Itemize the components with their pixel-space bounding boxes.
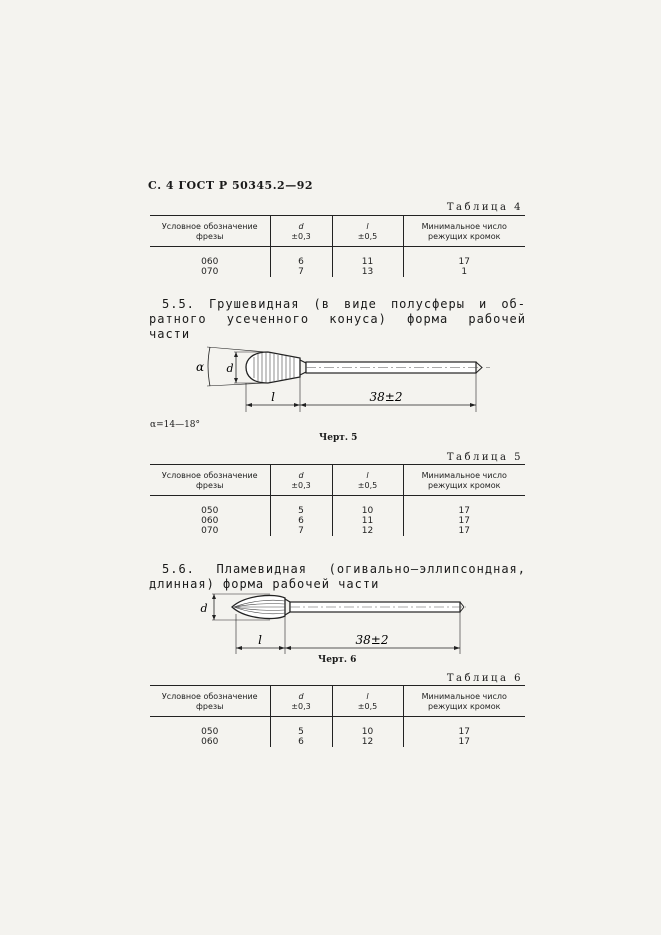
table-row [150, 737, 525, 747]
table4-caption: Таблица 4 [446, 202, 523, 213]
col-edges-header: Минимальное число режущих кромок [403, 216, 525, 247]
section-5-6 [149, 562, 526, 592]
col-d-header: d ±0,3 [270, 686, 332, 717]
cell-edges: 17 [403, 257, 525, 267]
section-5-6-line2: длинная) форма рабочей части [149, 577, 380, 591]
drawing-5 [190, 340, 500, 415]
table5 [150, 464, 525, 536]
table-header-row [150, 216, 525, 247]
page-header: С. 4 ГОСТ Р 50345.2—92 [148, 179, 314, 192]
table-row [150, 516, 525, 526]
alpha-label: α [195, 360, 205, 374]
drawing-6-caption: Черт. 6 [318, 655, 357, 665]
cell-l: 10 [332, 727, 403, 737]
cell-designation: 060 [201, 737, 219, 747]
cell-d: 5 [270, 506, 332, 516]
table-header-row [150, 465, 525, 496]
col-designation-header: Условное обозначение фрезы [150, 465, 270, 496]
cell-d: 6 [270, 737, 332, 747]
section-5-5-line1: 5.5. Грушевидная (в виде полусферы и об- [162, 297, 526, 311]
cell-d: 7 [270, 267, 332, 277]
cell-d: 6 [270, 516, 332, 526]
shank-length-label: 38±2 [369, 390, 403, 404]
cell-d: 7 [270, 526, 332, 536]
table-header-row [150, 686, 525, 717]
d-label: d [200, 602, 208, 615]
drawing-5-caption: Черт. 5 [319, 433, 358, 443]
table-row [150, 526, 525, 536]
section-5-5-line3: части [149, 327, 191, 341]
d-label: d [226, 362, 234, 375]
cell-l: 12 [332, 526, 403, 536]
cell-l: 11 [332, 516, 403, 526]
col-l-header: l ±0,5 [332, 465, 403, 496]
table-row [150, 267, 525, 277]
col-d-header: d ±0,3 [270, 465, 332, 496]
table5-caption: Таблица 5 [446, 452, 523, 463]
cell-designation: 070 [201, 267, 219, 277]
cell-d: 6 [270, 257, 332, 267]
col-d-header: d ±0,3 [270, 216, 332, 247]
table4 [150, 215, 525, 277]
table6 [150, 685, 525, 747]
col-l-header: l ±0,5 [332, 216, 403, 247]
section-5-5 [149, 297, 526, 342]
table-row [150, 506, 525, 516]
l-label: l [258, 633, 262, 647]
cell-designation: 050 [201, 727, 219, 737]
angle-note: α=14—18° [150, 420, 201, 430]
col-designation-header: Условное обозначение фрезы [150, 686, 270, 717]
cell-designation: 070 [201, 526, 219, 536]
col-edges-header: Минимальное число режущих кромок [403, 465, 525, 496]
cell-edges: 17 [403, 506, 525, 516]
cell-l: 13 [332, 267, 403, 277]
cell-edges: 17 [403, 727, 525, 737]
cell-designation: 060 [201, 516, 219, 526]
shank-length-label: 38±2 [355, 633, 389, 647]
cell-l: 10 [332, 506, 403, 516]
col-edges-header: Минимальное число режущих кромок [403, 686, 525, 717]
cell-edges: 1 [403, 267, 525, 277]
l-label: l [271, 390, 275, 404]
col-designation-header: Условное обозначение фрезы [150, 216, 270, 247]
cell-l: 11 [332, 257, 403, 267]
cell-designation: 050 [201, 506, 219, 516]
cell-edges: 17 [403, 737, 525, 747]
section-5-6-line1: 5.6. Пламевидная (огивально—эллипсондная, [162, 562, 526, 576]
table6-caption: Таблица 6 [446, 673, 523, 684]
cell-designation: 060 [201, 257, 219, 267]
cell-l: 12 [332, 737, 403, 747]
table-row [150, 727, 525, 737]
col-l-header: l ±0,5 [332, 686, 403, 717]
section-5-5-line2: ратного усеченного конуса) форма рабочей [149, 312, 526, 326]
cell-edges: 17 [403, 516, 525, 526]
cell-edges: 17 [403, 526, 525, 536]
drawing-6 [190, 590, 480, 658]
cell-d: 5 [270, 727, 332, 737]
table-row [150, 257, 525, 267]
